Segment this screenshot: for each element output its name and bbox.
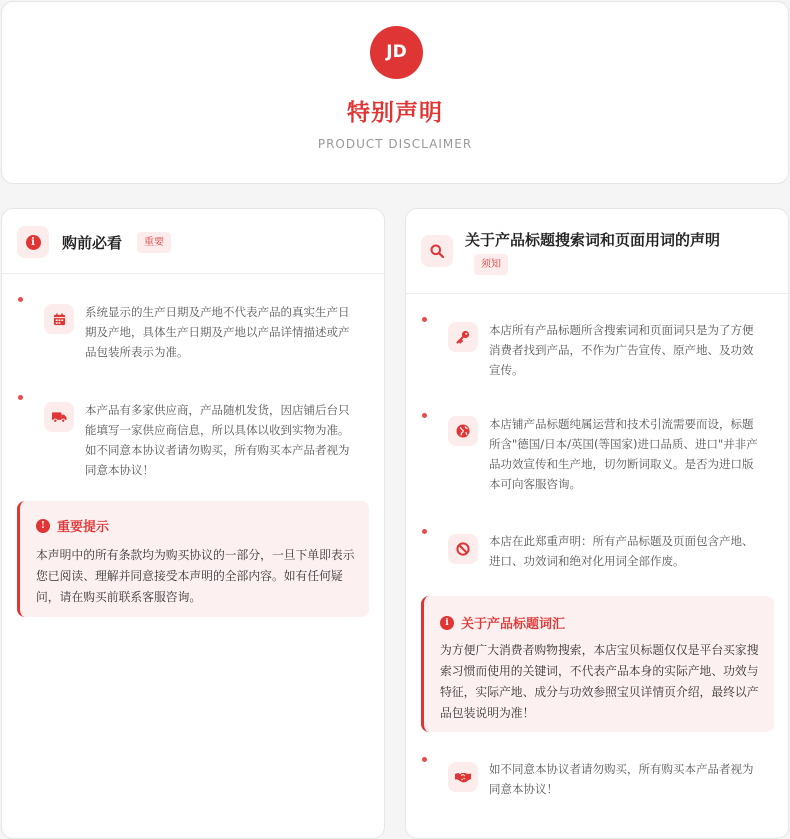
- info-icon: i: [17, 226, 49, 258]
- card-title: 关于产品标题搜索词和页面用词的声明: [465, 231, 721, 249]
- card-title: 购前必看: [62, 234, 123, 252]
- card-header: [406, 209, 788, 294]
- item-text: 本店在此郑重声明：所有产品标题及页面包含产地、进口、功效词和绝对化用词全部作废。: [489, 534, 754, 568]
- alert-title: 重要提示: [57, 520, 110, 535]
- item-text: 本产品有多家供应商，产品随机发货，因店铺后台只能填写一家供应商信息，所以具体以收到实物为准。如不同意本协议者请勿购买，所有购买本产品者视为同意本协议！: [85, 403, 350, 477]
- item-text: 本店铺产品标题纯属运营和技术引流需要而设，标题所含"德国/日本/英国(等国家)进口品质、进口"并非产品功效宣传和生产地，切勿断词取义。是否为进口版本可向客服咨询。: [489, 417, 758, 491]
- item-text: 如不同意本协议者请勿购买，所有购买本产品者视为同意本协议！: [489, 762, 754, 796]
- search-icon: [421, 235, 453, 267]
- page-title: 特别声明: [347, 100, 443, 126]
- ban-icon: [448, 534, 478, 564]
- title-words-card: [405, 208, 789, 839]
- card-header: [2, 209, 384, 274]
- title-words-notice: [421, 596, 774, 732]
- header-card: [1, 1, 789, 184]
- item-text: 本店所有产品标题所含搜索词和页面词只是为了方便消费者找到产品，不作为广告宣传、原产地、及功效宣传。: [489, 323, 754, 377]
- notice-tag: 须知: [474, 254, 508, 275]
- alert-icon: !: [36, 519, 50, 533]
- important-notice: [17, 501, 369, 617]
- alert-body: 为方便广大消费者购物搜索，本店宝贝标题仅仅是平台买家搜索习惯而使用的关键词，不代表产品本身的实际产地、功效与特征，实际产地、成分与功效参照宝贝详情页介绍，最终以产品包装说明为准！: [440, 643, 759, 720]
- page-subtitle: PRODUCT DISCLAIMER: [317, 137, 473, 151]
- jd-logo: JD: [370, 26, 423, 79]
- globe-icon: [448, 416, 478, 446]
- pre-purchase-card: [1, 208, 385, 839]
- calendar-icon: [44, 304, 74, 334]
- truck-icon: [44, 402, 74, 432]
- info-icon: i: [440, 616, 454, 630]
- key-icon: [448, 322, 478, 352]
- handshake-icon: [448, 762, 478, 792]
- item-text: 系统显示的生产日期及产地不代表产品的真实生产日期及产地，具体生产日期及产地以产品详情描述或产品包装所表示为准。: [85, 305, 350, 359]
- alert-body: 本声明中的所有条款均为购买协议的一部分，一旦下单即表示您已阅读、理解并同意接受本声明的全部内容。如有任何疑问，请在购买前联系客服咨询。: [36, 548, 355, 604]
- alert-title: 关于产品标题词汇: [461, 617, 566, 632]
- important-tag: 重要: [137, 232, 171, 253]
